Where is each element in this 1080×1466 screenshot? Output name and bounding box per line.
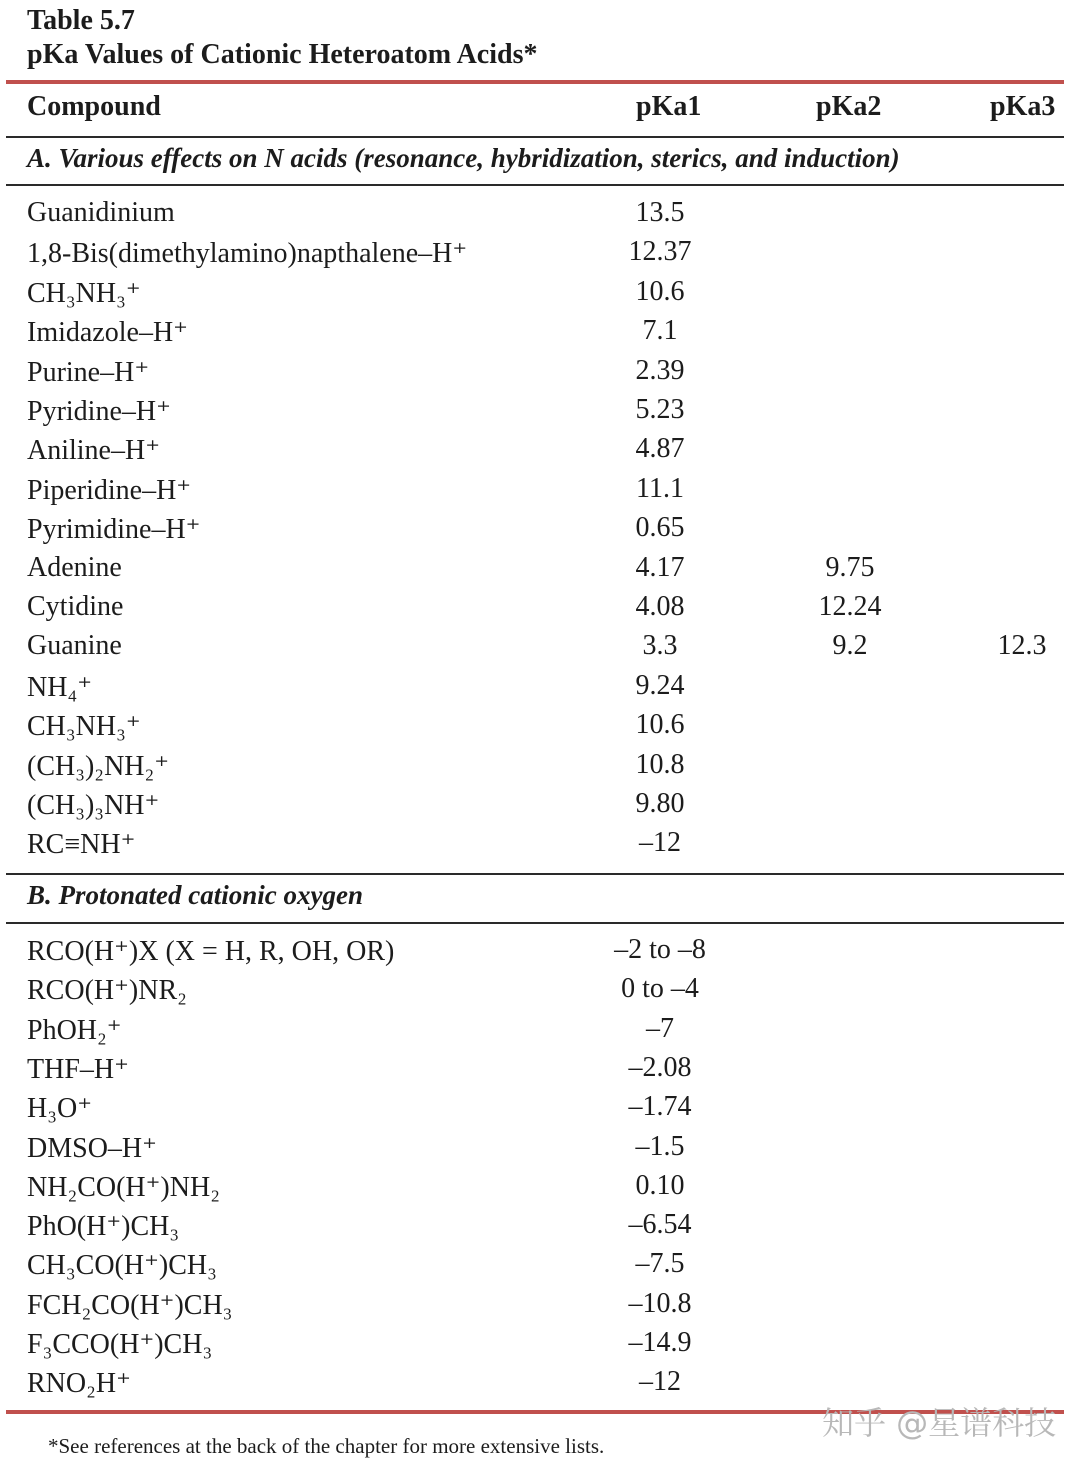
section-b-title: B. Protonated cationic oxygen — [27, 880, 363, 910]
compound-cell: Adenine — [27, 551, 122, 583]
compound-cell: CH₃NH₃⁺ — [27, 277, 141, 309]
pka1-cell: 5.23 — [635, 394, 685, 425]
pka2-cell: 9.2 — [832, 630, 868, 662]
table-row — [0, 827, 1080, 866]
pka1-cell: –7.5 — [635, 1248, 685, 1280]
pka1-cell: 9.24 — [635, 669, 685, 701]
table-row — [0, 394, 1080, 433]
table-row — [0, 973, 1080, 1012]
table-row — [0, 315, 1080, 354]
table-row — [0, 1170, 1080, 1209]
table-row — [0, 1209, 1080, 1248]
section-a-title: A. Various effects on N acids (resonance, hybridization, sterics, and induction) — [27, 143, 900, 173]
section-b-top-rule — [6, 873, 1064, 875]
pka1-cell: 4.87 — [635, 433, 685, 465]
watermark: 知乎 @星谱科技 — [822, 1404, 1057, 1442]
section-b-rule — [6, 922, 1064, 924]
header-rule — [6, 136, 1064, 138]
table-row — [0, 552, 1080, 591]
compound-cell: Pyridine–H⁺ — [27, 396, 171, 427]
table-row — [0, 1288, 1080, 1327]
compound-cell: Piperidine–H⁺ — [27, 474, 192, 506]
pka1-cell: 12.37 — [628, 236, 692, 268]
table-row — [0, 709, 1080, 748]
compound-cell: H₃O⁺ — [27, 1093, 92, 1125]
compound-cell: Cytidine — [27, 591, 124, 622]
pka1-cell: 7.1 — [642, 315, 678, 347]
table-row — [0, 1248, 1080, 1287]
header-pka3: pKa3 — [990, 91, 1056, 122]
compound-cell: 1,8-Bis(dimethylamino)napthalene–H⁺ — [27, 238, 468, 270]
pka1-cell: 4.17 — [635, 551, 685, 583]
pka1-cell: –1.74 — [628, 1091, 692, 1123]
pka1-cell: 10.6 — [635, 709, 685, 741]
pka1-cell: 0.65 — [635, 512, 685, 544]
compound-cell: Purine–H⁺ — [27, 356, 150, 388]
table-row — [0, 473, 1080, 512]
header-compound: Compound — [27, 91, 161, 122]
pka1-cell: 10.8 — [635, 748, 685, 780]
table-row — [0, 630, 1080, 669]
table-row — [0, 355, 1080, 394]
compound-cell: Pyrimidine–H⁺ — [27, 514, 201, 546]
pka1-cell: –10.8 — [628, 1287, 692, 1319]
compound-cell: Guanine — [27, 630, 122, 662]
compound-cell: RCO(H⁺)X (X = H, R, OH, OR) — [27, 936, 395, 967]
pka1-cell: 2.39 — [635, 354, 685, 386]
compound-cell: Imidazole–H⁺ — [27, 317, 188, 349]
table-row — [0, 1327, 1080, 1366]
compound-cell: (CH₃)₂NH₂⁺ — [27, 750, 170, 782]
pka2-cell: 9.75 — [825, 551, 875, 583]
table-row — [0, 512, 1080, 551]
pka1-cell: 10.6 — [635, 275, 685, 307]
compound-cell: PhOH₂⁺ — [27, 1014, 122, 1046]
table-row — [0, 197, 1080, 236]
compound-cell: DMSO–H⁺ — [27, 1132, 157, 1164]
section-a-rule — [6, 184, 1064, 186]
compound-cell: CH₃CO(H⁺)CH₃ — [27, 1250, 217, 1282]
pka1-cell: 3.3 — [642, 630, 678, 662]
pka2-cell: 12.24 — [818, 591, 882, 622]
table-title: pKa Values of Cationic Heteroatom Acids* — [27, 39, 538, 70]
pka1-cell: –12 — [639, 827, 681, 859]
pka1-cell: –2 to –8 — [614, 934, 706, 965]
compound-cell: (CH₃)₃NH⁺ — [27, 790, 160, 821]
compound-cell: FCH₂CO(H⁺)CH₃ — [27, 1289, 233, 1321]
pka1-cell: –2.08 — [628, 1051, 692, 1083]
pka1-cell: 0 to –4 — [621, 973, 699, 1005]
compound-cell: NH₂CO(H⁺)NH₂ — [27, 1171, 220, 1203]
table-row — [0, 670, 1080, 709]
pka1-cell: 11.1 — [636, 472, 684, 504]
pka1-cell: –14.9 — [628, 1327, 692, 1358]
compound-cell: Aniline–H⁺ — [27, 435, 160, 467]
table-row — [0, 1091, 1080, 1130]
table-row — [0, 276, 1080, 315]
compound-cell: CH₃NH₃⁺ — [27, 711, 141, 743]
pka1-cell: –1.5 — [635, 1130, 685, 1162]
pka1-cell: 0.10 — [635, 1169, 685, 1201]
compound-cell: Guanidinium — [27, 197, 175, 228]
pka1-cell: 13.5 — [635, 197, 685, 228]
compound-cell: THF–H⁺ — [27, 1053, 129, 1085]
pka1-cell: 4.08 — [635, 591, 685, 622]
table-row — [0, 236, 1080, 275]
compound-cell: RCO(H⁺)NR₂ — [27, 975, 187, 1007]
table-row — [0, 591, 1080, 630]
table-row — [0, 1013, 1080, 1052]
table-row — [0, 433, 1080, 472]
header-pka1: pKa1 — [636, 91, 702, 122]
compound-cell: PhO(H⁺)CH₃ — [27, 1211, 180, 1243]
table-row — [0, 1131, 1080, 1170]
table-label: Table 5.7 — [27, 5, 135, 36]
compound-cell: F₃CCO(H⁺)CH₃ — [27, 1329, 213, 1360]
table-row — [0, 934, 1080, 973]
footnote: *See references at the back of the chapter for more extensive lists. — [48, 1434, 605, 1458]
pka1-cell: –12 — [639, 1366, 681, 1398]
top-rule — [6, 80, 1064, 84]
table-row — [0, 788, 1080, 827]
compound-cell: NH₄⁺ — [27, 671, 92, 703]
header-pka2: pKa2 — [816, 91, 882, 122]
pka1-cell: –7 — [646, 1012, 674, 1044]
pka1-cell: –6.54 — [628, 1209, 692, 1241]
table-row — [0, 749, 1080, 788]
pka3-cell: 12.3 — [997, 630, 1047, 662]
table-row — [0, 1052, 1080, 1091]
compound-cell: RC≡NH⁺ — [27, 829, 136, 861]
pka1-cell: 9.80 — [635, 788, 685, 819]
compound-cell: RNO₂H⁺ — [27, 1368, 131, 1400]
